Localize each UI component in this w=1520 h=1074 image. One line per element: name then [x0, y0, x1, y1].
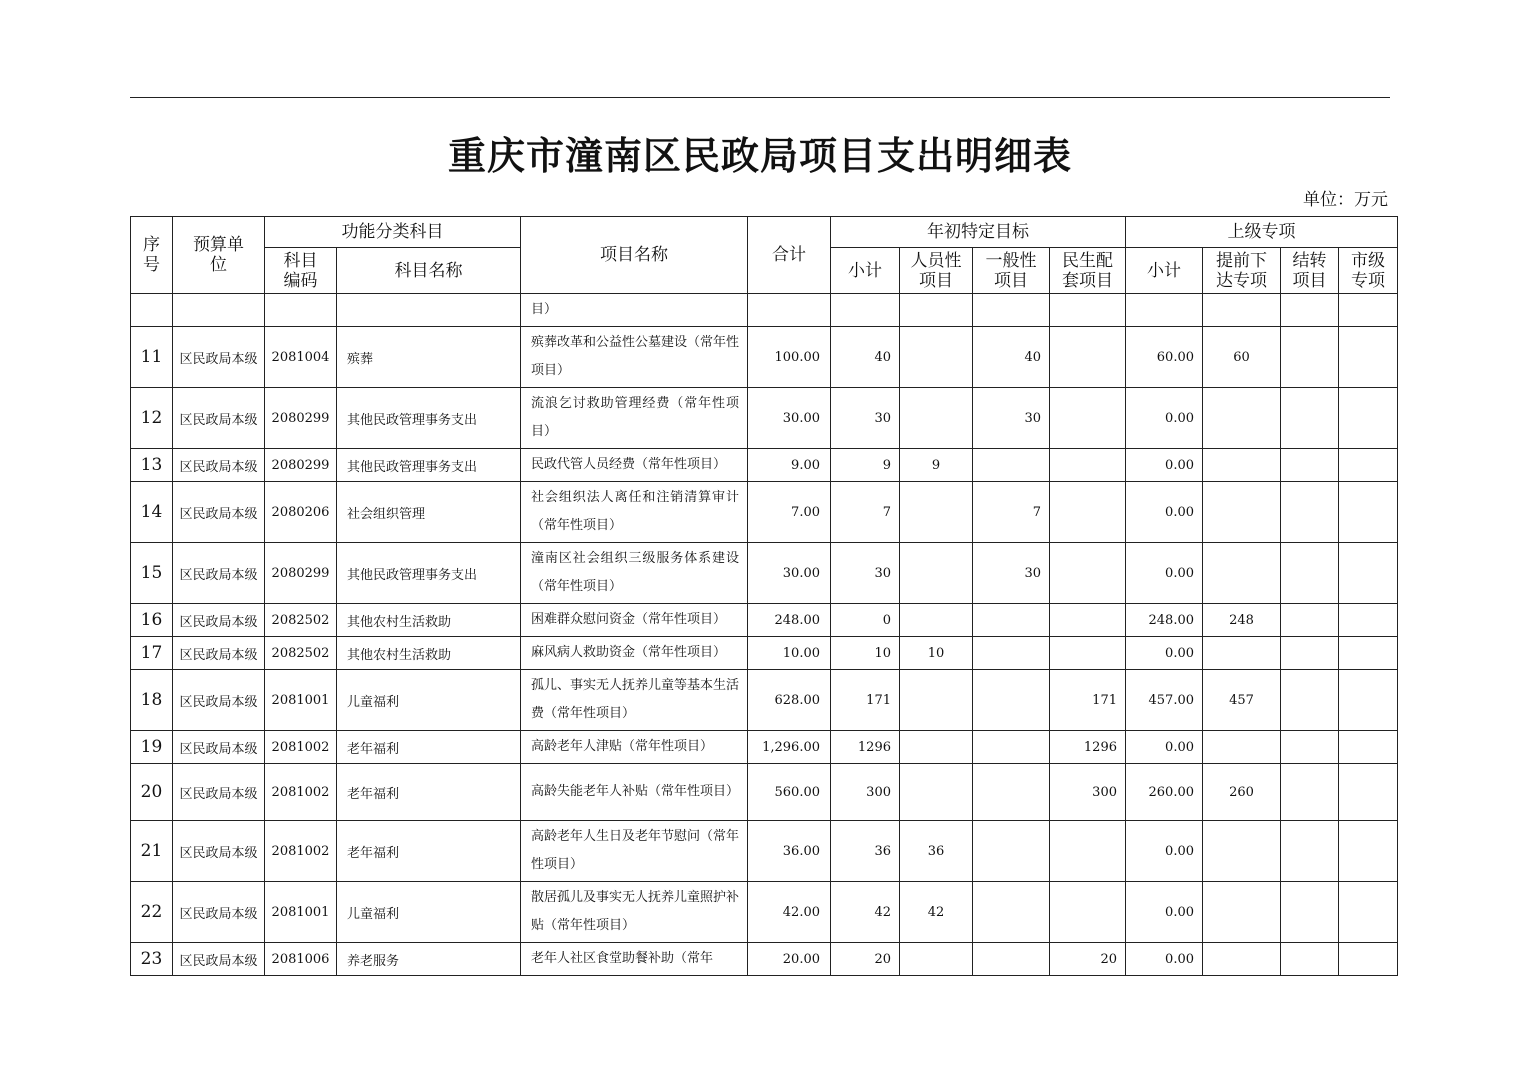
row-advance	[1203, 449, 1281, 482]
table-row	[131, 543, 1398, 604]
row-general	[973, 637, 1050, 670]
row-year-subtotal: 40	[831, 327, 900, 388]
row-project: 潼南区社会组织三级服务体系建设（常年性项目）	[521, 543, 748, 604]
row-advance: 248	[1203, 604, 1281, 637]
row-year-subtotal: 171	[831, 670, 900, 731]
table-cell	[337, 294, 521, 327]
header-project: 项目名称	[521, 217, 748, 294]
header-carryover: 结转项目	[1281, 248, 1339, 294]
table-row	[131, 943, 1398, 976]
table-cell	[1281, 294, 1339, 327]
row-code: 2080299	[265, 388, 337, 449]
row-project: 孤儿、事实无人抚养儿童等基本生活费（常年性项目）	[521, 670, 748, 731]
table-row	[131, 388, 1398, 449]
row-city	[1339, 731, 1398, 764]
row-subject: 社会组织管理	[337, 482, 521, 543]
row-unit: 区民政局本级	[173, 882, 265, 943]
row-general	[973, 764, 1050, 821]
row-personnel	[900, 327, 973, 388]
row-year-subtotal: 1296	[831, 731, 900, 764]
row-upper-subtotal: 60.00	[1126, 327, 1203, 388]
row-city	[1339, 327, 1398, 388]
row-project: 社会组织法人离任和注销清算审计（常年性项目）	[521, 482, 748, 543]
row-project: 流浪乞讨救助管理经费（常年性项目）	[521, 388, 748, 449]
row-upper-subtotal: 248.00	[1126, 604, 1203, 637]
table-row	[131, 731, 1398, 764]
table-cell	[1203, 294, 1281, 327]
row-year-subtotal: 30	[831, 388, 900, 449]
row-unit: 区民政局本级	[173, 482, 265, 543]
page-title: 重庆市潼南区民政局项目支出明细表	[447, 133, 1072, 178]
row-carryover	[1281, 821, 1339, 882]
row-unit: 区民政局本级	[173, 388, 265, 449]
row-code: 2080206	[265, 482, 337, 543]
row-seq: 19	[131, 731, 173, 764]
row-code: 2080299	[265, 543, 337, 604]
row-general: 30	[973, 388, 1050, 449]
row-seq: 16	[131, 604, 173, 637]
row-carryover	[1281, 327, 1339, 388]
table-cell	[1126, 294, 1203, 327]
row-carryover	[1281, 943, 1339, 976]
row-code: 2082502	[265, 637, 337, 670]
row-upper-subtotal: 0.00	[1126, 637, 1203, 670]
row-advance: 60	[1203, 327, 1281, 388]
row-seq: 12	[131, 388, 173, 449]
row-city	[1339, 821, 1398, 882]
table-cell	[973, 294, 1050, 327]
row-carryover	[1281, 882, 1339, 943]
row-carryover	[1281, 604, 1339, 637]
row-upper-subtotal: 0.00	[1126, 731, 1203, 764]
row-code: 2081002	[265, 821, 337, 882]
row-code: 2081002	[265, 731, 337, 764]
row-unit: 区民政局本级	[173, 543, 265, 604]
table-header	[131, 217, 1398, 294]
header-year-subtotal: 小计	[831, 248, 900, 294]
row-city	[1339, 388, 1398, 449]
header-personnel: 人员性项目	[900, 248, 973, 294]
expenditure-table	[130, 216, 1398, 976]
row-livelihood: 300	[1050, 764, 1126, 821]
row-project: 困难群众慰问资金（常年性项目）	[521, 604, 748, 637]
row-upper-subtotal: 0.00	[1126, 543, 1203, 604]
table-cell	[1050, 294, 1126, 327]
row-livelihood	[1050, 637, 1126, 670]
row-advance: 260	[1203, 764, 1281, 821]
row-personnel	[900, 943, 973, 976]
row-subject: 其他民政管理事务支出	[337, 449, 521, 482]
row-personnel	[900, 388, 973, 449]
row-carryover	[1281, 637, 1339, 670]
row-livelihood	[1050, 449, 1126, 482]
row-seq: 18	[131, 670, 173, 731]
row-advance	[1203, 821, 1281, 882]
table-row	[131, 670, 1398, 731]
table-cell	[265, 294, 337, 327]
row-seq: 17	[131, 637, 173, 670]
row-city	[1339, 637, 1398, 670]
row-advance	[1203, 388, 1281, 449]
table-row	[131, 637, 1398, 670]
row-upper-subtotal: 0.00	[1126, 449, 1203, 482]
row-year-subtotal: 10	[831, 637, 900, 670]
row-unit: 区民政局本级	[173, 604, 265, 637]
row-advance	[1203, 543, 1281, 604]
row-city	[1339, 543, 1398, 604]
row-subject: 其他民政管理事务支出	[337, 388, 521, 449]
row-general	[973, 670, 1050, 731]
row-code: 2081001	[265, 670, 337, 731]
row-upper-subtotal: 0.00	[1126, 882, 1203, 943]
row-upper-subtotal: 0.00	[1126, 821, 1203, 882]
row-unit: 区民政局本级	[173, 670, 265, 731]
row-advance	[1203, 882, 1281, 943]
row-seq: 23	[131, 943, 173, 976]
row-seq: 20	[131, 764, 173, 821]
header-unit: 预算单位	[173, 217, 265, 294]
table-row	[131, 327, 1398, 388]
row-upper-subtotal: 260.00	[1126, 764, 1203, 821]
table-cell	[900, 294, 973, 327]
row-carryover	[1281, 731, 1339, 764]
row-unit: 区民政局本级	[173, 449, 265, 482]
row-general	[973, 449, 1050, 482]
continuation-row	[131, 294, 1398, 327]
header-seq: 序号	[131, 217, 173, 294]
row-project: 殡葬改革和公益性公墓建设（常年性项目）	[521, 327, 748, 388]
row-year-subtotal: 36	[831, 821, 900, 882]
row-advance	[1203, 482, 1281, 543]
row-total: 1,296.00	[748, 731, 831, 764]
row-upper-subtotal: 0.00	[1126, 388, 1203, 449]
row-total: 560.00	[748, 764, 831, 821]
table-row	[131, 482, 1398, 543]
row-code: 2081006	[265, 943, 337, 976]
row-advance	[1203, 637, 1281, 670]
row-general	[973, 604, 1050, 637]
row-code: 2081001	[265, 882, 337, 943]
row-livelihood: 20	[1050, 943, 1126, 976]
row-general	[973, 943, 1050, 976]
row-livelihood: 171	[1050, 670, 1126, 731]
row-livelihood	[1050, 543, 1126, 604]
row-total: 36.00	[748, 821, 831, 882]
row-carryover	[1281, 764, 1339, 821]
row-personnel	[900, 543, 973, 604]
row-subject: 老年福利	[337, 764, 521, 821]
header-func-group: 功能分类科目	[265, 217, 521, 248]
row-project: 老年人社区食堂助餐补助（常年	[521, 943, 748, 976]
row-total: 628.00	[748, 670, 831, 731]
row-total: 30.00	[748, 388, 831, 449]
row-subject: 儿童福利	[337, 670, 521, 731]
row-livelihood	[1050, 604, 1126, 637]
row-total: 248.00	[748, 604, 831, 637]
row-seq: 13	[131, 449, 173, 482]
row-year-subtotal: 9	[831, 449, 900, 482]
row-livelihood	[1050, 821, 1126, 882]
row-personnel	[900, 604, 973, 637]
row-city	[1339, 943, 1398, 976]
row-general	[973, 882, 1050, 943]
header-subject-code: 科目编码	[265, 248, 337, 294]
row-code: 2081002	[265, 764, 337, 821]
table-cell	[748, 294, 831, 327]
row-city	[1339, 670, 1398, 731]
row-carryover	[1281, 670, 1339, 731]
row-seq: 15	[131, 543, 173, 604]
header-general: 一般性项目	[973, 248, 1050, 294]
table-row	[131, 821, 1398, 882]
row-livelihood	[1050, 882, 1126, 943]
row-general: 7	[973, 482, 1050, 543]
row-unit: 区民政局本级	[173, 764, 265, 821]
row-subject: 殡葬	[337, 327, 521, 388]
table-body	[131, 294, 1398, 976]
table-row	[131, 604, 1398, 637]
row-carryover	[1281, 388, 1339, 449]
row-year-subtotal: 42	[831, 882, 900, 943]
row-personnel	[900, 764, 973, 821]
row-seq: 11	[131, 327, 173, 388]
row-total: 42.00	[748, 882, 831, 943]
row-upper-subtotal: 457.00	[1126, 670, 1203, 731]
unit-label: 单位：万元	[1303, 190, 1388, 210]
row-year-subtotal: 30	[831, 543, 900, 604]
table-cell	[173, 294, 265, 327]
row-unit: 区民政局本级	[173, 821, 265, 882]
row-advance	[1203, 943, 1281, 976]
row-year-subtotal: 7	[831, 482, 900, 543]
row-year-subtotal: 0	[831, 604, 900, 637]
row-subject: 其他农村生活救助	[337, 637, 521, 670]
row-city	[1339, 449, 1398, 482]
row-personnel: 42	[900, 882, 973, 943]
row-project: 民政代管人员经费（常年性项目）	[521, 449, 748, 482]
row-city	[1339, 604, 1398, 637]
row-personnel: 9	[900, 449, 973, 482]
table-row	[131, 882, 1398, 943]
table-row	[131, 764, 1398, 821]
row-advance	[1203, 731, 1281, 764]
row-personnel	[900, 731, 973, 764]
header-advance: 提前下达专项	[1203, 248, 1281, 294]
row-subject: 儿童福利	[337, 882, 521, 943]
row-project: 高龄老年人生日及老年节慰问（常年性项目）	[521, 821, 748, 882]
row-project: 高龄失能老年人补贴（常年性项目）	[521, 764, 748, 821]
row-total: 30.00	[748, 543, 831, 604]
row-general	[973, 731, 1050, 764]
row-seq: 21	[131, 821, 173, 882]
row-general: 40	[973, 327, 1050, 388]
row-livelihood	[1050, 388, 1126, 449]
header-upper-group: 上级专项	[1126, 217, 1398, 248]
row-city	[1339, 764, 1398, 821]
row-city	[1339, 482, 1398, 543]
row-upper-subtotal: 0.00	[1126, 943, 1203, 976]
row-upper-subtotal: 0.00	[1126, 482, 1203, 543]
row-total: 9.00	[748, 449, 831, 482]
row-seq: 14	[131, 482, 173, 543]
row-project: 高龄老年人津贴（常年性项目）	[521, 731, 748, 764]
header-subject-name: 科目名称	[337, 248, 521, 294]
row-project: 散居孤儿及事实无人抚养儿童照护补贴（常年性项目）	[521, 882, 748, 943]
table-cell	[131, 294, 173, 327]
row-total: 7.00	[748, 482, 831, 543]
header-city: 市级专项	[1339, 248, 1398, 294]
row-personnel: 10	[900, 637, 973, 670]
table-cell	[831, 294, 900, 327]
row-carryover	[1281, 543, 1339, 604]
row-year-subtotal: 20	[831, 943, 900, 976]
header-year-group: 年初特定目标	[831, 217, 1126, 248]
row-unit: 区民政局本级	[173, 327, 265, 388]
header-upper-subtotal: 小计	[1126, 248, 1203, 294]
row-year-subtotal: 300	[831, 764, 900, 821]
row-general	[973, 821, 1050, 882]
row-subject: 老年福利	[337, 821, 521, 882]
row-subject: 其他农村生活救助	[337, 604, 521, 637]
row-seq: 22	[131, 882, 173, 943]
row-personnel	[900, 482, 973, 543]
row-unit: 区民政局本级	[173, 637, 265, 670]
row-code: 2081004	[265, 327, 337, 388]
row-unit: 区民政局本级	[173, 731, 265, 764]
row-carryover	[1281, 482, 1339, 543]
row-carryover	[1281, 449, 1339, 482]
row-livelihood	[1050, 482, 1126, 543]
row-project: 麻风病人救助资金（常年性项目）	[521, 637, 748, 670]
row-subject: 养老服务	[337, 943, 521, 976]
header-livelihood: 民生配套项目	[1050, 248, 1126, 294]
row-unit: 区民政局本级	[173, 943, 265, 976]
row-total: 20.00	[748, 943, 831, 976]
row-code: 2080299	[265, 449, 337, 482]
header-total: 合计	[748, 217, 831, 294]
table-row	[131, 449, 1398, 482]
top-rule	[130, 97, 1390, 98]
row-advance: 457	[1203, 670, 1281, 731]
continuation-project: 目）	[521, 294, 748, 327]
row-subject: 其他民政管理事务支出	[337, 543, 521, 604]
row-livelihood: 1296	[1050, 731, 1126, 764]
row-personnel: 36	[900, 821, 973, 882]
row-subject: 老年福利	[337, 731, 521, 764]
table-cell	[1339, 294, 1398, 327]
row-city	[1339, 882, 1398, 943]
row-personnel	[900, 670, 973, 731]
row-total: 100.00	[748, 327, 831, 388]
row-code: 2082502	[265, 604, 337, 637]
row-general: 30	[973, 543, 1050, 604]
row-livelihood	[1050, 327, 1126, 388]
row-total: 10.00	[748, 637, 831, 670]
